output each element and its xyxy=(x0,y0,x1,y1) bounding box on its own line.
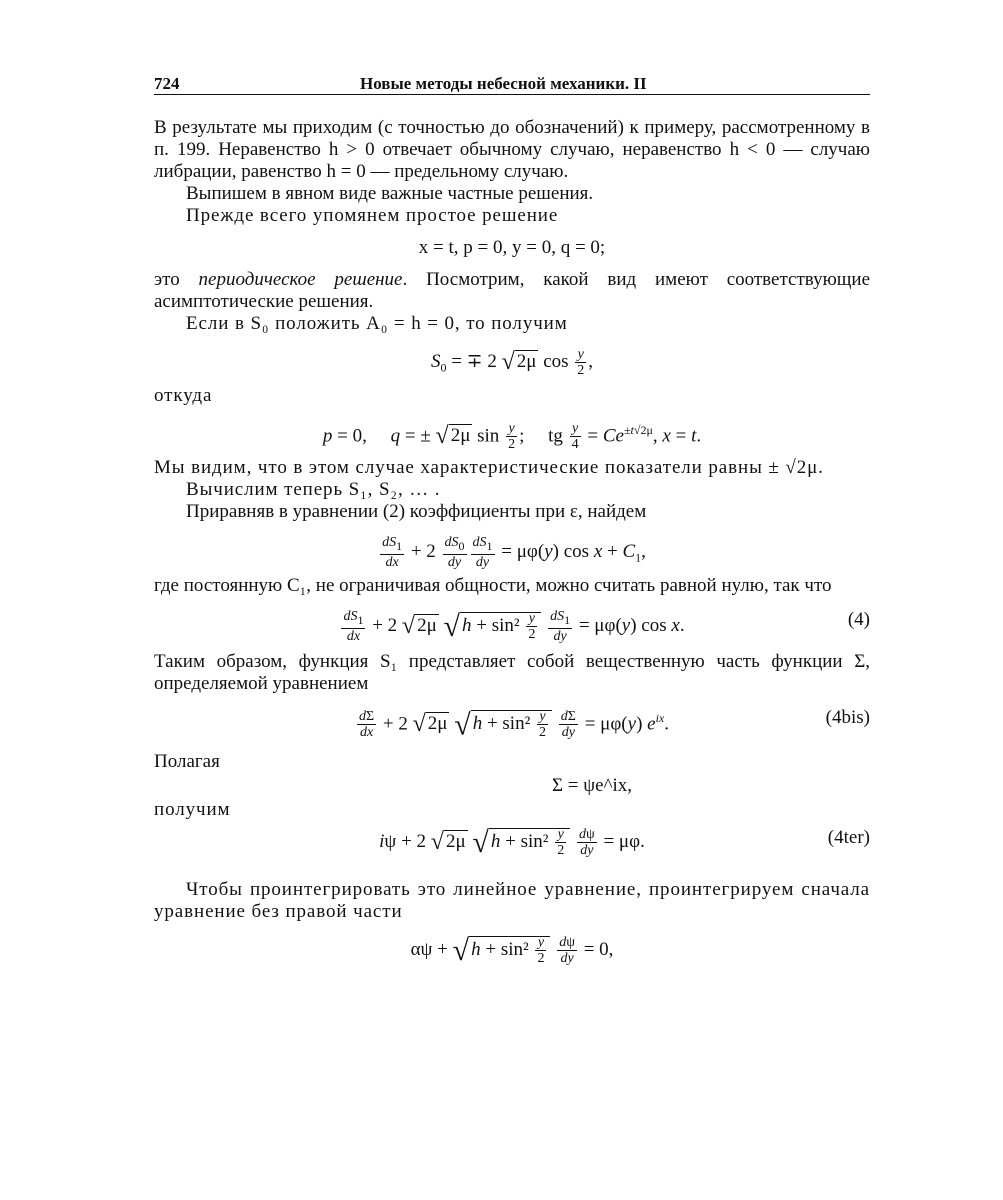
paragraph-6: Мы видим, что в этом случае характеристические показатели равны ± √2μ. xyxy=(154,457,824,478)
equation-simple-solution: x = t, p = 0, y = 0, q = 0; xyxy=(418,237,606,258)
equation-number-4: (4) xyxy=(847,609,870,630)
running-title: Новые методы небесной механики. II xyxy=(360,74,647,93)
paragraph-2: Выпишем в явном виде важные частные решения. xyxy=(186,183,594,204)
paragraph-10: Таким образом, функция S₁ представляет собой вещественную часть функции Σ, определяемой уравнением xyxy=(154,651,870,694)
equation-4: $\frac{dS_1}{dx}$ + 2 √ 2μ √ h + sin² $\frac{y}{2}$ $\frac{dS_1}{dy}$ = μφ(y) cos x. (4) xyxy=(343,609,870,644)
equation-4ter: iψ + 2 √ 2μ √ h + sin² $\frac{y}{2}$ $\frac{d\psi}{dy}$ = μφ. (4ter) xyxy=(379,825,870,859)
paragraph-9: где постоянную C₁, не ограничивая общности, можно считать равной нулю, так что xyxy=(154,575,832,596)
paragraph-11: Чтобы проинтегрировать это линейное уравнение, проинтегрируем сначала уравнение без правой части xyxy=(154,879,870,922)
paragraph-5: Если в S₀ положить A₀ = h = 0, то получим xyxy=(186,313,568,334)
equation-number-4ter: (4ter) xyxy=(827,827,870,848)
equation-4bis: $\frac{d\Sigma}{dx}$ + 2 √ 2μ √ h + sin² $\frac{y}{2}$ $\frac{d\Sigma}{dy}$ = μφ(y) $e^{ix}$. (4bis) xyxy=(358,707,870,742)
emphasis-periodic-solution: периодическое решение xyxy=(198,269,403,290)
equation-p-q-tg: p = 0, q = ± √ 2μ sin $\frac{y}{2}$ ; tg $\frac{y}{4}$ = $Ce^{\pm t√2\mu}$, x = t. xyxy=(322,421,702,453)
equation-sigma: Σ = ψe^ix, xyxy=(552,775,633,796)
paragraph-4: это периодическое решение. Посмотрим, какой вид имеют соответствующие асимптотические решения. xyxy=(154,269,870,312)
word-polagaya: Полагая xyxy=(154,751,220,772)
book-page xyxy=(154,70,870,973)
page-header xyxy=(154,70,870,95)
equation-number-4bis: (4bis) xyxy=(825,707,870,728)
word-otkuda: откуда xyxy=(154,385,213,406)
equation-ds1: $\frac{dS_1}{dx}$ + 2 $\frac{dS_0}{dy}$ $\frac{dS_1}{dy}$ = μφ(y) $\cos x + C_1$, xyxy=(382,535,646,570)
equation-homogeneous: αψ + √ h + sin² $\frac{y}{2}$ $\frac{d\psi}{dy}$ = 0, xyxy=(410,933,614,967)
paragraph-8: Приравняв в уравнении (2) коэффициенты при ε, найдем xyxy=(186,501,647,522)
equation-s0: $S_0$ = ∓ 2 √ 2μ cos $\frac{y}{2}$ , xyxy=(430,347,594,378)
paragraph-1: В результате мы приходим (с точностью до обозначений) к примеру, рассмотренному в п. 199. Неравенство h > 0 отвечает обычному случаю, неравенство h < 0 — случаю либрации, равенство h = 0 — предельному случаю. xyxy=(154,117,870,182)
page-number: 724 xyxy=(154,74,180,93)
paragraph-7: Вычислим теперь S₁, S₂, … . xyxy=(186,479,441,500)
polagaya-block xyxy=(154,745,870,795)
paragraph-3: Прежде всего упомянем простое решение xyxy=(186,205,559,226)
word-poluchim: получим xyxy=(154,799,231,820)
